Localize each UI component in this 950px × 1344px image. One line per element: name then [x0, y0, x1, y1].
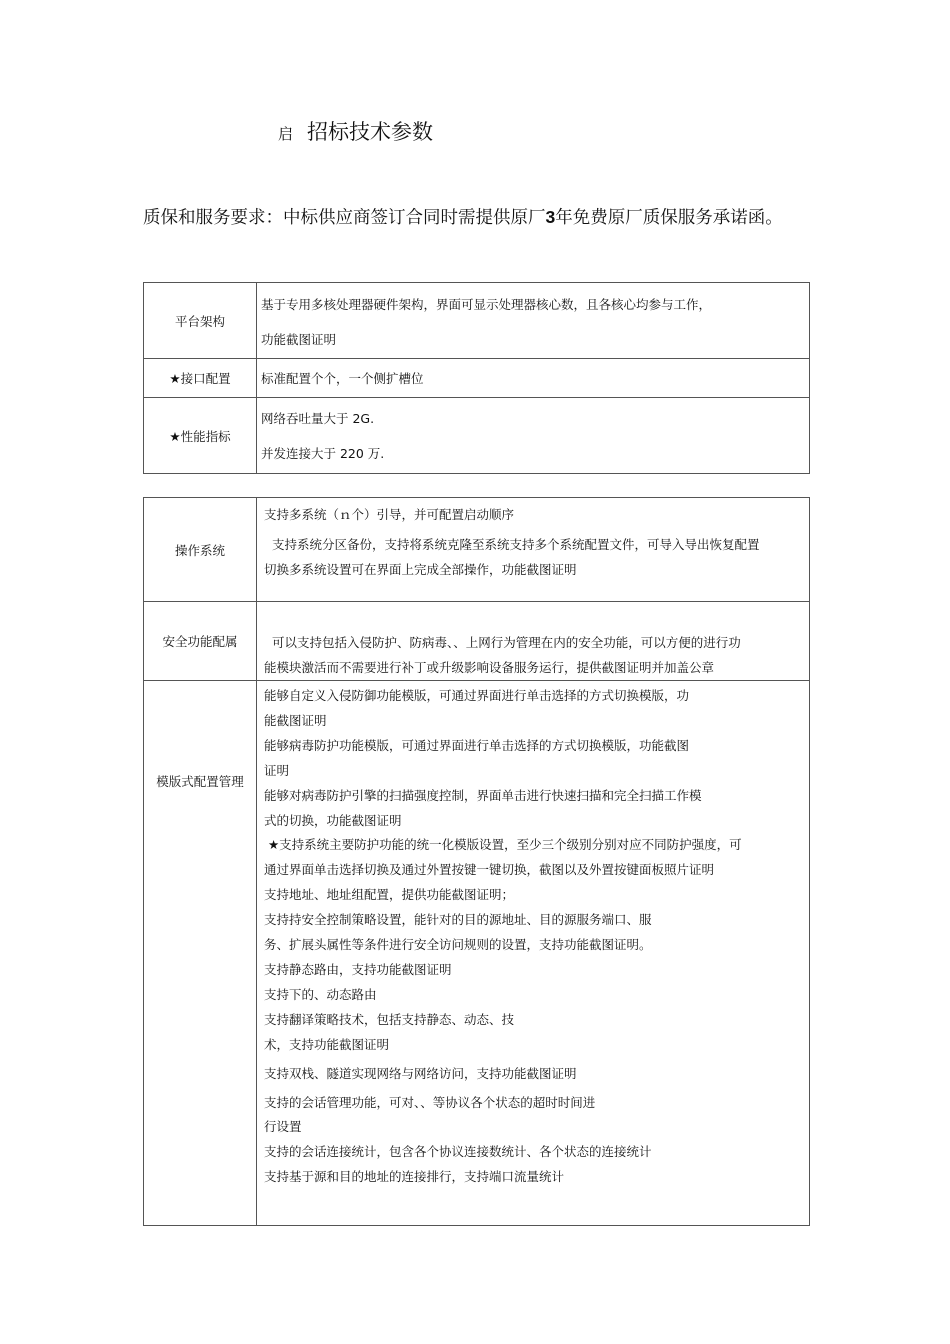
heading-title: 招标技术参数: [307, 120, 434, 144]
content-line: 支持基于源和目的地址的连接排行，支持端口流量统计: [264, 1169, 565, 1185]
content-line: 支持双栈、隧道实现网络与网络访问，支持功能截图证明: [264, 1065, 577, 1081]
row-content-template: [257, 681, 810, 1226]
row-label-platform: 平台架构: [144, 283, 257, 359]
content-line: 支持地址、地址组配置，提供功能截图证明；: [264, 887, 515, 903]
content-line: 支持多系统（ｎ个）引导，并可配置启动顺序: [264, 507, 515, 522]
intro-prefix: 质保和服务要求：中标供应商签订合同时需提供原厂: [143, 208, 546, 228]
table-row: [144, 681, 810, 1226]
content-line: 标准配置个个，一个侧扩槽位: [261, 371, 424, 386]
table-row: [144, 359, 810, 398]
spec-table-features: [143, 497, 810, 1226]
content-line: 能够病毒防护功能模版，可通过界面进行单击选择的方式切换模版，功能截图: [264, 737, 690, 753]
row-label-security: 安全功能配属: [144, 602, 257, 681]
content-line: 能截图证明: [264, 712, 327, 728]
content-line: 支持静态路由，支持功能截图证明: [264, 961, 452, 977]
warranty-requirement: [143, 198, 823, 237]
intro-years: 3: [545, 207, 556, 227]
content-line: 能模块激活而不需要进行补丁或升级影响设备服务运行，提供截图证明并加盖公章: [264, 660, 715, 675]
section-heading: [278, 116, 433, 146]
content-line: 能够自定义入侵防御功能模版，可通过界面进行单击选择的方式切换模版，功: [264, 688, 690, 703]
table-row: [144, 498, 810, 602]
content-line: 务、扩展头属性等条件进行安全访问规则的设置，支持功能截图证明。: [264, 937, 652, 953]
content-line: 并发连接大于 220 万.: [261, 446, 385, 461]
row-content-performance: [257, 398, 810, 474]
table-row: [144, 602, 810, 681]
content-line: 网络吞吐量大于 2G.: [261, 411, 375, 426]
row-content-interface: [257, 359, 810, 398]
content-line: 式的切换，功能截图证明: [264, 812, 402, 828]
row-content-platform: [257, 283, 810, 359]
content-line: 基于专用多核处理器硬件架构，界面可显示处理器核心数，且各核心均参与工作，: [261, 297, 712, 312]
template-label-text: 模版式配置管理: [156, 774, 244, 789]
row-content-os: [257, 498, 810, 602]
content-line: 支持的会话连接统计，包含各个协议连接数统计、各个状态的连接统计: [264, 1144, 652, 1160]
content-line: 支持下的、动态路由: [264, 986, 377, 1002]
row-label-template: [144, 681, 257, 1226]
row-label-interface: ★接口配置: [144, 359, 257, 398]
heading-mark: 启: [278, 125, 294, 143]
spec-table-basic: [143, 282, 810, 474]
content-line: 支持翻译策略技术，包括支持静态、动态、技: [264, 1011, 515, 1027]
content-line: 支持持安全控制策略设置，能针对的目的源地址、目的源服务端口、服: [264, 912, 652, 928]
row-label-os: 操作系统: [144, 498, 257, 602]
content-line: 术，支持功能截图证明: [264, 1036, 390, 1052]
content-line: 支持的会话管理功能，可对、、等协议各个状态的超时时间进: [264, 1094, 596, 1110]
content-line: 通过界面单击选择切换及通过外置按键一键切换，截图以及外置按键面板照片证明: [264, 862, 715, 878]
row-label-performance: ★性能指标: [144, 398, 257, 474]
content-line: 行设置: [264, 1119, 302, 1135]
table-row: [144, 283, 810, 359]
content-line: ★支持系统主要防护功能的统一化模版设置，至少三个级别分别对应不同防护强度，可: [264, 837, 742, 853]
content-line: 切换多系统设置可在界面上完成全部操作，功能截图证明: [264, 562, 577, 577]
content-line: 可以支持包括入侵防护、防病毒、、上网行为管理在内的安全功能，可以方便的进行功: [264, 635, 741, 650]
table-row: [144, 398, 810, 474]
content-line: 功能截图证明: [261, 332, 337, 347]
content-line: 能够对病毒防护引擎的扫描强度控制，界面单击进行快速扫描和完全扫描工作模: [264, 787, 702, 803]
row-content-security: [257, 602, 810, 681]
intro-suffix: 年免费原厂质保服务承诺函。: [555, 208, 783, 228]
content-line: 支持系统分区备份，支持将系统克隆至系统支持多个系统配置文件，可导入导出恢复配置: [264, 537, 760, 552]
content-line: 证明: [264, 762, 290, 778]
